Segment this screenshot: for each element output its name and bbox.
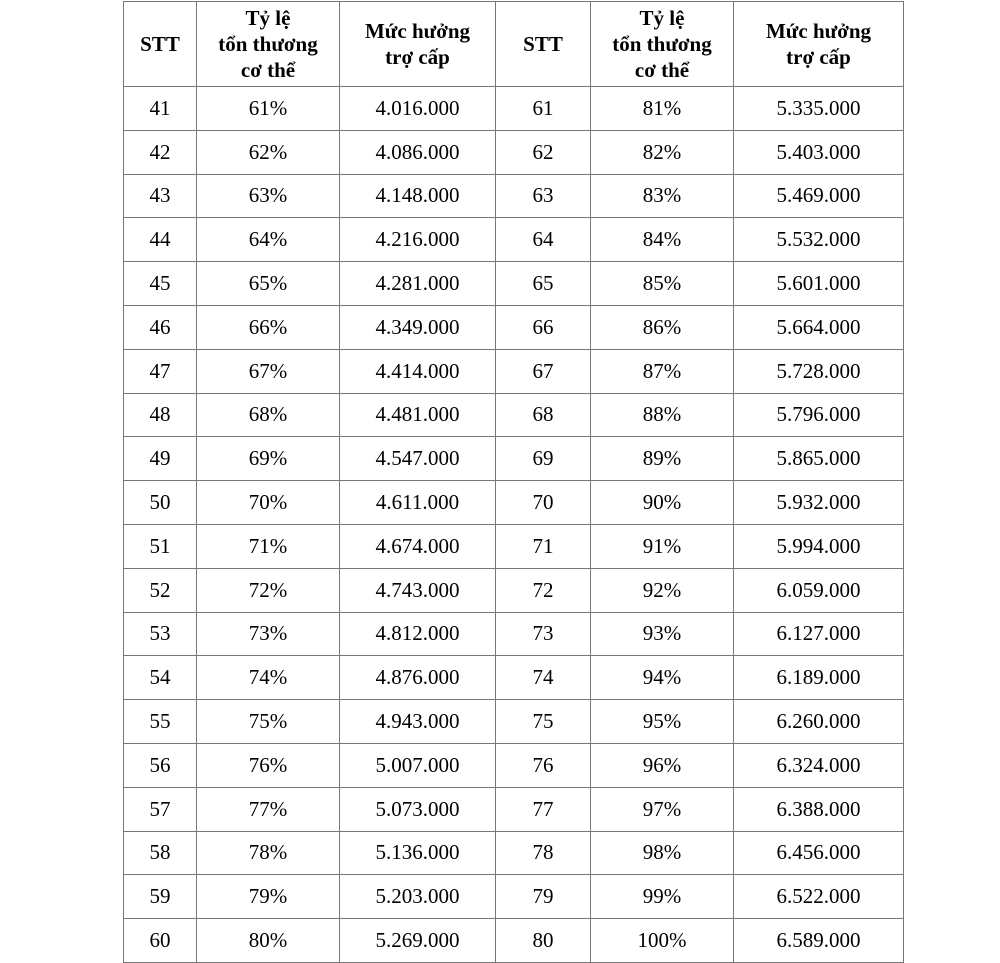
amount-right-cell: 5.469.000 [734,174,904,218]
rate-right-cell: 93% [591,612,734,656]
rate-left-cell: 79% [197,875,340,919]
table-row [124,919,904,963]
stt-left-cell: 46 [124,305,197,349]
header-rate-right [591,2,734,87]
header-stt-right [496,2,591,87]
stt-right-cell: 61 [496,87,591,131]
stt-right-cell: 77 [496,787,591,831]
rate-left-cell: 76% [197,743,340,787]
rate-left-cell: 71% [197,524,340,568]
table-row [124,612,904,656]
header-amount-left [340,2,496,87]
header-amount-line: Mức hưởng [765,19,872,43]
stt-left-cell: 41 [124,87,197,131]
rate-right-cell: 86% [591,305,734,349]
amount-left-cell: 4.943.000 [340,700,496,744]
table-row [124,130,904,174]
rate-right-cell: 92% [591,568,734,612]
table-row [124,875,904,919]
amount-right-cell: 5.994.000 [734,524,904,568]
amount-right-cell: 5.664.000 [734,305,904,349]
table-row [124,437,904,481]
rate-right-cell: 91% [591,524,734,568]
rate-left-cell: 61% [197,87,340,131]
amount-left-cell: 4.547.000 [340,437,496,481]
stt-right-cell: 66 [496,305,591,349]
rate-left-cell: 68% [197,393,340,437]
amount-left-cell: 4.611.000 [340,481,496,525]
amount-left-cell: 4.086.000 [340,130,496,174]
table-row [124,218,904,262]
rate-left-cell: 77% [197,787,340,831]
table-row [124,787,904,831]
rate-left-cell: 75% [197,700,340,744]
amount-right-cell: 5.932.000 [734,481,904,525]
header-rate-line: Tỷ lệ [245,6,291,30]
header-stt-label: STT [523,32,563,56]
rate-left-cell: 64% [197,218,340,262]
header-stt-left [124,2,197,87]
rate-left-cell: 78% [197,831,340,875]
rate-left-cell: 65% [197,262,340,306]
table-row [124,174,904,218]
table-row [124,743,904,787]
amount-right-cell: 6.260.000 [734,700,904,744]
header-amount-right [734,2,904,87]
stt-right-cell: 70 [496,481,591,525]
amount-right-cell: 5.865.000 [734,437,904,481]
rate-left-cell: 63% [197,174,340,218]
stt-right-cell: 74 [496,656,591,700]
table-row [124,656,904,700]
rate-right-cell: 81% [591,87,734,131]
table-row [124,349,904,393]
stt-right-cell: 65 [496,262,591,306]
table-row [124,700,904,744]
stt-left-cell: 44 [124,218,197,262]
stt-left-cell: 54 [124,656,197,700]
amount-right-cell: 6.324.000 [734,743,904,787]
stt-left-cell: 45 [124,262,197,306]
rate-left-cell: 80% [197,919,340,963]
rate-right-cell: 99% [591,875,734,919]
amount-right-cell: 5.601.000 [734,262,904,306]
rate-right-cell: 98% [591,831,734,875]
amount-left-cell: 4.674.000 [340,524,496,568]
rate-right-cell: 97% [591,787,734,831]
stt-left-cell: 48 [124,393,197,437]
stt-right-cell: 68 [496,393,591,437]
rate-right-cell: 88% [591,393,734,437]
rate-left-cell: 62% [197,130,340,174]
stt-right-cell: 63 [496,174,591,218]
table-row [124,87,904,131]
header-rate-line: Tỷ lệ [639,6,685,30]
amount-left-cell: 5.203.000 [340,875,496,919]
stt-left-cell: 58 [124,831,197,875]
amount-left-cell: 4.876.000 [340,656,496,700]
stt-left-cell: 43 [124,174,197,218]
rate-right-cell: 87% [591,349,734,393]
rate-left-cell: 70% [197,481,340,525]
table-row [124,568,904,612]
table-row [124,831,904,875]
stt-right-cell: 71 [496,524,591,568]
rate-left-cell: 74% [197,656,340,700]
amount-left-cell: 4.216.000 [340,218,496,262]
amount-left-cell: 4.016.000 [340,87,496,131]
amount-left-cell: 4.148.000 [340,174,496,218]
rate-left-cell: 72% [197,568,340,612]
table-row [124,262,904,306]
rate-left-cell: 69% [197,437,340,481]
stt-left-cell: 52 [124,568,197,612]
amount-left-cell: 4.743.000 [340,568,496,612]
table-row [124,481,904,525]
header-rate-line: tổn thương [218,32,318,56]
rate-left-cell: 67% [197,349,340,393]
table-row [124,305,904,349]
amount-left-cell: 5.136.000 [340,831,496,875]
rate-right-cell: 82% [591,130,734,174]
table-header [124,2,904,87]
rate-right-cell: 89% [591,437,734,481]
amount-left-cell: 4.349.000 [340,305,496,349]
rate-right-cell: 90% [591,481,734,525]
amount-left-cell: 5.269.000 [340,919,496,963]
amount-right-cell: 6.189.000 [734,656,904,700]
table-row [124,524,904,568]
stt-left-cell: 51 [124,524,197,568]
amount-left-cell: 5.073.000 [340,787,496,831]
header-rate-left [197,2,340,87]
rate-left-cell: 73% [197,612,340,656]
header-amount-line: Mức hưởng [364,19,471,43]
stt-left-cell: 56 [124,743,197,787]
amount-right-cell: 5.335.000 [734,87,904,131]
header-amount-line: trợ cấp [385,45,450,69]
rate-right-cell: 96% [591,743,734,787]
stt-left-cell: 49 [124,437,197,481]
rate-left-cell: 66% [197,305,340,349]
amount-right-cell: 5.532.000 [734,218,904,262]
amount-right-cell: 5.796.000 [734,393,904,437]
stt-left-cell: 53 [124,612,197,656]
stt-left-cell: 57 [124,787,197,831]
rate-right-cell: 94% [591,656,734,700]
header-amount-line: trợ cấp [786,45,851,69]
stt-right-cell: 69 [496,437,591,481]
stt-right-cell: 76 [496,743,591,787]
stt-right-cell: 78 [496,831,591,875]
rate-right-cell: 84% [591,218,734,262]
amount-left-cell: 4.812.000 [340,612,496,656]
amount-right-cell: 5.728.000 [734,349,904,393]
table-body [124,87,904,963]
stt-right-cell: 72 [496,568,591,612]
stt-right-cell: 75 [496,700,591,744]
rate-right-cell: 95% [591,700,734,744]
table-row [124,393,904,437]
stt-right-cell: 62 [496,130,591,174]
amount-right-cell: 6.388.000 [734,787,904,831]
stt-left-cell: 42 [124,130,197,174]
amount-left-cell: 4.481.000 [340,393,496,437]
rate-right-cell: 83% [591,174,734,218]
stt-left-cell: 59 [124,875,197,919]
amount-left-cell: 5.007.000 [340,743,496,787]
rate-right-cell: 85% [591,262,734,306]
amount-right-cell: 6.456.000 [734,831,904,875]
stt-right-cell: 79 [496,875,591,919]
header-rate-line: cơ thể [634,58,690,82]
stt-left-cell: 47 [124,349,197,393]
stt-right-cell: 80 [496,919,591,963]
amount-right-cell: 6.059.000 [734,568,904,612]
header-rate-line: cơ thể [240,58,296,82]
header-row [124,2,904,87]
stt-left-cell: 60 [124,919,197,963]
amount-right-cell: 6.589.000 [734,919,904,963]
amount-left-cell: 4.281.000 [340,262,496,306]
stt-right-cell: 64 [496,218,591,262]
amount-right-cell: 5.403.000 [734,130,904,174]
stt-left-cell: 50 [124,481,197,525]
stt-right-cell: 73 [496,612,591,656]
amount-right-cell: 6.522.000 [734,875,904,919]
header-stt-label: STT [140,32,180,56]
amount-right-cell: 6.127.000 [734,612,904,656]
stt-left-cell: 55 [124,700,197,744]
header-rate-line: tổn thương [612,32,712,56]
stt-right-cell: 67 [496,349,591,393]
benefit-table [123,1,904,963]
rate-right-cell: 100% [591,919,734,963]
amount-left-cell: 4.414.000 [340,349,496,393]
